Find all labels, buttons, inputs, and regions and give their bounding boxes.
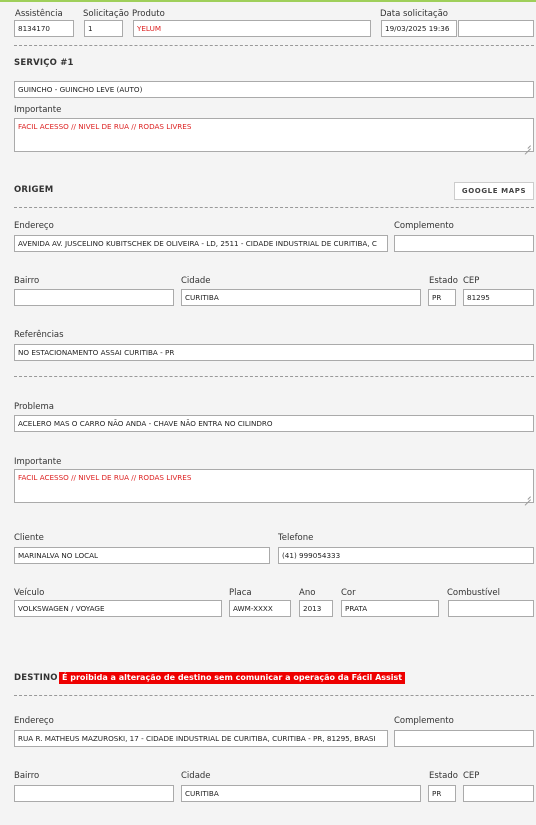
destino-cep-field[interactable]: [463, 785, 534, 802]
origem-cidade-label: Cidade: [181, 276, 211, 286]
origem-bairro-label: Bairro: [14, 276, 40, 286]
servico-importante-label: Importante: [14, 105, 62, 115]
origem-estado-label: Estado: [429, 276, 458, 286]
telefone-label: Telefone: [278, 533, 314, 543]
cliente-field[interactable]: MARINALVA NO LOCAL: [14, 547, 270, 564]
origem-cep-field[interactable]: 81295: [463, 289, 534, 306]
importante-text: FACIL ACESSO // NIVEL DE RUA // RODAS LIVRES: [18, 473, 192, 482]
destino-endereco-label: Endereço: [14, 716, 54, 726]
destino-cep-label: CEP: [463, 771, 480, 781]
combustivel-field[interactable]: [448, 600, 534, 617]
importante-label: Importante: [14, 457, 62, 467]
solicitacao-field[interactable]: 1: [84, 20, 123, 37]
destino-complemento-label: Complemento: [394, 716, 454, 726]
servico-title: SERVIÇO #1: [14, 58, 74, 68]
cor-label: Cor: [341, 588, 356, 598]
destino-warning-badge: É proibida a alteração de destino sem comunicar a operação da Fácil Assist: [59, 672, 405, 684]
divider: [14, 207, 534, 208]
produto-field[interactable]: YELUM: [133, 20, 371, 37]
destino-bairro-field[interactable]: [14, 785, 174, 802]
data-solicitacao-label: Data solicitação: [380, 9, 449, 19]
placa-label: Placa: [229, 588, 252, 598]
origem-complemento-field[interactable]: [394, 235, 534, 252]
divider: [14, 45, 534, 46]
veiculo-label: Veículo: [14, 588, 45, 598]
ano-label: Ano: [299, 588, 316, 598]
origem-complemento-label: Complemento: [394, 221, 454, 231]
ano-field[interactable]: 2013: [299, 600, 333, 617]
origem-referencias-label: Referências: [14, 330, 64, 340]
assistencia-field[interactable]: 8134170: [14, 20, 74, 37]
destino-cidade-label: Cidade: [181, 771, 211, 781]
origem-cep-label: CEP: [463, 276, 480, 286]
telefone-field[interactable]: (41) 999054333: [278, 547, 534, 564]
origem-endereco-field[interactable]: AVENIDA AV. JUSCELINO KUBITSCHEK DE OLIVEIRA - LD, 2511 - CIDADE INDUSTRIAL DE CURITIBA, C: [14, 235, 388, 252]
destino-cidade-field[interactable]: CURITIBA: [181, 785, 421, 802]
google-maps-button[interactable]: GOOGLE MAPS: [454, 182, 534, 200]
top-accent-line: [0, 0, 536, 2]
origem-cidade-field[interactable]: CURITIBA: [181, 289, 421, 306]
servico-importante-text: FACIL ACESSO // NIVEL DE RUA // RODAS LIVRES: [18, 122, 192, 131]
destino-estado-label: Estado: [429, 771, 458, 781]
origem-title: ORIGEM: [14, 185, 54, 195]
servico-importante-textarea[interactable]: [14, 118, 534, 152]
problema-field[interactable]: ACELERO MAS O CARRO NÃO ANDA - CHAVE NÃO ENTRA NO CILINDRO: [14, 415, 534, 432]
divider: [14, 695, 534, 696]
assistencia-label: Assistência: [15, 9, 63, 19]
destino-estado-field[interactable]: PR: [428, 785, 456, 802]
origem-estado-field[interactable]: PR: [428, 289, 456, 306]
resize-grip-icon[interactable]: [524, 493, 531, 500]
origem-referencias-field[interactable]: NO ESTACIONAMENTO ASSAI CURITIBA - PR: [14, 344, 534, 361]
combustivel-label: Combustível: [447, 588, 500, 598]
problema-label: Problema: [14, 402, 54, 412]
origem-endereco-label: Endereço: [14, 221, 54, 231]
produto-label: Produto: [132, 9, 165, 19]
data-solicitacao-field[interactable]: 19/03/2025 19:36: [381, 20, 457, 37]
destino-title: DESTINO: [14, 673, 58, 683]
cliente-label: Cliente: [14, 533, 44, 543]
destino-endereco-field[interactable]: RUA R. MATHEUS MAZUROSKI, 17 - CIDADE INDUSTRIAL DE CURITIBA, CURITIBA - PR, 81295, BRASI: [14, 730, 388, 747]
veiculo-field[interactable]: VOLKSWAGEN / VOYAGE: [14, 600, 222, 617]
placa-field[interactable]: AWM-XXXX: [229, 600, 291, 617]
divider: [14, 376, 534, 377]
solicitacao-label: Solicitação: [83, 9, 129, 19]
origem-bairro-field[interactable]: [14, 289, 174, 306]
importante-textarea[interactable]: [14, 469, 534, 503]
servico-field[interactable]: GUINCHO - GUINCHO LEVE (AUTO): [14, 81, 534, 98]
destino-bairro-label: Bairro: [14, 771, 40, 781]
destino-complemento-field[interactable]: [394, 730, 534, 747]
cor-field[interactable]: PRATA: [341, 600, 439, 617]
data-extra-field[interactable]: [458, 20, 534, 37]
resize-grip-icon[interactable]: [524, 142, 531, 149]
